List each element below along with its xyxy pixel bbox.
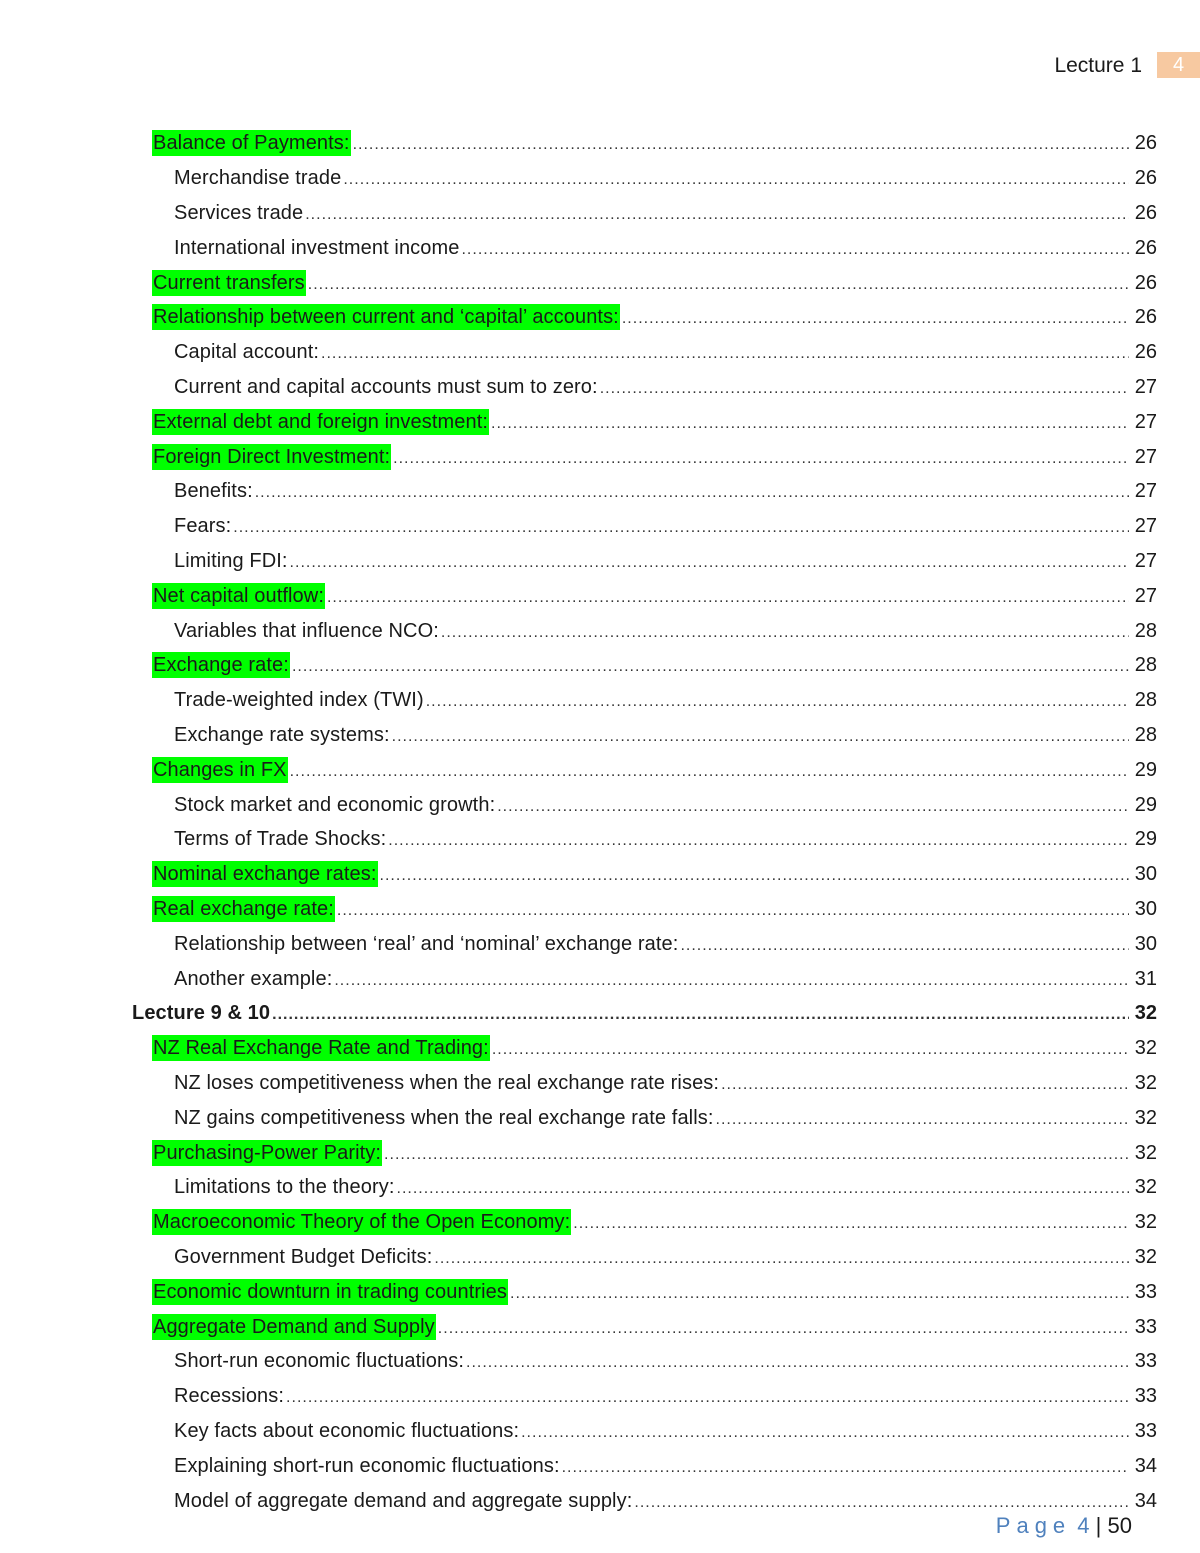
- footer-separator: |: [1095, 1513, 1102, 1538]
- footer-page-word: Page: [995, 1513, 1072, 1538]
- toc-dot-leader: [426, 689, 1129, 715]
- toc-entry[interactable]: [0, 1066, 1157, 1101]
- toc-dot-leader: [305, 202, 1129, 228]
- toc-entry[interactable]: [0, 370, 1157, 405]
- toc-page-number: 34: [1134, 1489, 1157, 1512]
- toc-entry-title: Relationship between ‘real’ and ‘nominal’ exchange rate:: [174, 932, 679, 955]
- toc-entry[interactable]: [0, 752, 1157, 787]
- toc-entry[interactable]: [0, 335, 1157, 370]
- toc-dot-leader: [622, 306, 1129, 332]
- toc-entry-title: Changes in FX: [153, 758, 287, 781]
- toc-entry-title: Another example:: [174, 967, 333, 990]
- toc-dot-leader: [388, 828, 1129, 854]
- toc-dot-leader: [438, 1316, 1129, 1342]
- toc-entry-title: Exchange rate:: [153, 654, 289, 677]
- toc-page-number: 27: [1134, 549, 1157, 572]
- toc-entry[interactable]: [0, 1205, 1157, 1240]
- toc-entry[interactable]: [0, 196, 1157, 231]
- toc-page-number: 33: [1134, 1419, 1157, 1442]
- toc-entry[interactable]: [0, 787, 1157, 822]
- toc-entry-title: NZ Real Exchange Rate and Trading:: [153, 1037, 489, 1060]
- toc-page-number: 28: [1134, 723, 1157, 746]
- toc-page-number: 27: [1134, 515, 1157, 538]
- toc-dot-leader: [353, 132, 1129, 158]
- toc-entry-title: Recessions:: [174, 1385, 285, 1408]
- toc-entry-title: Macroeconomic Theory of the Open Economy:: [153, 1211, 571, 1234]
- toc-dot-leader: [721, 1072, 1129, 1098]
- toc-entry[interactable]: [0, 544, 1157, 579]
- toc-entry[interactable]: [0, 1135, 1157, 1170]
- toc-dot-leader: [290, 550, 1129, 576]
- toc-entry-title: Fears:: [174, 515, 232, 538]
- toc-entry[interactable]: [0, 718, 1157, 753]
- toc-entry-title: Merchandise trade: [174, 167, 342, 190]
- toc-dot-leader: [466, 1350, 1129, 1376]
- toc-entry-title: Government Budget Deficits:: [174, 1245, 433, 1268]
- toc-page-number: 32: [1134, 1071, 1157, 1094]
- toc-entry-title: Key facts about economic fluctuations:: [174, 1419, 520, 1442]
- toc-dot-leader: [397, 1176, 1130, 1202]
- toc-dot-leader: [290, 759, 1129, 785]
- toc-page-number: 27: [1134, 375, 1157, 398]
- toc-entry-title: Lecture 9 & 10: [132, 1002, 271, 1025]
- toc-dot-leader: [562, 1455, 1129, 1481]
- toc-entry[interactable]: [0, 404, 1157, 439]
- toc-entry-title: Stock market and economic growth:: [174, 793, 496, 816]
- toc-dot-leader: [716, 1107, 1129, 1133]
- toc-dot-leader: [510, 1281, 1129, 1307]
- header-lecture-title: Lecture 1: [1054, 54, 1142, 77]
- toc-dot-leader: [233, 515, 1129, 541]
- toc-entry[interactable]: [0, 1031, 1157, 1066]
- toc-entry-title: Explaining short-run economic fluctuations:: [174, 1454, 560, 1477]
- toc-page-number: 32: [1134, 1037, 1157, 1060]
- toc-entry[interactable]: [0, 892, 1157, 927]
- toc-entry-title: Trade-weighted index (TWI): [174, 689, 424, 712]
- toc-entry-title: NZ loses competitiveness when the real exchange rate rises:: [174, 1071, 720, 1094]
- toc-entry[interactable]: [0, 439, 1157, 474]
- page-footer: [960, 1512, 1132, 1540]
- toc-entry-title: Relationship between current and ‘capital’ accounts:: [153, 306, 619, 329]
- toc-page-number: 33: [1134, 1385, 1157, 1408]
- toc-dot-leader: [521, 1420, 1129, 1446]
- toc-page-number: 32: [1134, 1245, 1157, 1268]
- toc-entry[interactable]: [0, 474, 1157, 509]
- toc-entry-title: Exchange rate systems:: [174, 723, 390, 746]
- toc-entry-title: Foreign Direct Investment:: [153, 445, 391, 468]
- toc-dot-leader: [321, 341, 1129, 367]
- toc-entry[interactable]: [0, 683, 1157, 718]
- toc-page-number: 33: [1134, 1280, 1157, 1303]
- toc-dot-leader: [255, 480, 1129, 506]
- toc-entry-title: Model of aggregate demand and aggregate supply:: [174, 1489, 633, 1512]
- toc-page-number: 29: [1134, 828, 1157, 851]
- toc-page-number: 32: [1134, 1176, 1157, 1199]
- toc-entry[interactable]: [0, 961, 1157, 996]
- toc-entry-title: Current and capital accounts must sum to zero:: [174, 375, 598, 398]
- toc-entry-title: Net capital outflow:: [153, 584, 324, 607]
- toc-entry-title: Economic downturn in trading countries: [153, 1280, 507, 1303]
- toc-entry-title: International investment income: [174, 236, 460, 259]
- toc-heading-row[interactable]: [0, 996, 1157, 1031]
- header-page-badge: 4: [1157, 52, 1200, 78]
- toc-dot-leader: [461, 237, 1129, 263]
- toc-page-number: 27: [1134, 410, 1157, 433]
- toc-page-number: 28: [1134, 689, 1157, 712]
- toc-page-number: 29: [1134, 793, 1157, 816]
- toc-page-number: 26: [1134, 132, 1157, 155]
- toc-dot-leader: [393, 446, 1129, 472]
- toc-dot-leader: [380, 863, 1129, 889]
- toc-page-number: 29: [1134, 758, 1157, 781]
- toc-page-number: 32: [1134, 1141, 1157, 1164]
- toc-page-number: 26: [1134, 271, 1157, 294]
- toc-entry-title: Capital account:: [174, 341, 320, 364]
- toc-page-number: 32: [1134, 1106, 1157, 1129]
- toc-entry-title: Variables that influence NCO:: [174, 619, 439, 642]
- toc-dot-leader: [343, 167, 1129, 193]
- toc-entry-title: NZ gains competitiveness when the real exchange rate falls:: [174, 1106, 714, 1129]
- toc-entry[interactable]: [0, 613, 1157, 648]
- toc-page-number: 26: [1134, 306, 1157, 329]
- toc-page-number: 30: [1134, 897, 1157, 920]
- toc-dot-leader: [272, 1002, 1129, 1028]
- toc-dot-leader: [337, 898, 1129, 924]
- toc-page-number: 27: [1134, 445, 1157, 468]
- toc-page-number: 27: [1134, 480, 1157, 503]
- toc-entry[interactable]: [0, 300, 1157, 335]
- toc-entry[interactable]: [0, 578, 1157, 613]
- toc-dot-leader: [441, 620, 1129, 646]
- toc-dot-leader: [327, 585, 1129, 611]
- toc-dot-leader: [334, 968, 1129, 994]
- toc-entry-title: Real exchange rate:: [153, 897, 334, 920]
- toc-dot-leader: [492, 1037, 1129, 1063]
- toc-entry[interactable]: [0, 1448, 1157, 1483]
- toc-dot-leader: [573, 1211, 1129, 1237]
- toc-dot-leader: [491, 411, 1129, 437]
- toc-page-number: 31: [1134, 967, 1157, 990]
- toc-page-number: 30: [1134, 863, 1157, 886]
- toc-entry[interactable]: [0, 265, 1157, 300]
- toc-page-number: 28: [1134, 654, 1157, 677]
- toc-entry[interactable]: [0, 161, 1157, 196]
- toc-entry[interactable]: [0, 230, 1157, 265]
- toc-dot-leader: [434, 1246, 1129, 1272]
- toc-dot-leader: [600, 376, 1129, 402]
- toc-page-number: 32: [1134, 1211, 1157, 1234]
- toc-page-number: 33: [1134, 1350, 1157, 1373]
- toc-page-number: 26: [1134, 201, 1157, 224]
- toc-entry[interactable]: [0, 1170, 1157, 1205]
- toc-entry[interactable]: [0, 126, 1157, 161]
- toc-entry[interactable]: [0, 1414, 1157, 1449]
- toc-page-number: 26: [1134, 341, 1157, 364]
- toc-entry-title: Current transfers: [153, 271, 305, 294]
- toc-entry-title: Nominal exchange rates:: [153, 863, 377, 886]
- toc-dot-leader: [384, 1142, 1129, 1168]
- toc-entry-title: Balance of Payments:: [153, 132, 350, 155]
- toc-entry-title: External debt and foreign investment:: [153, 410, 489, 433]
- toc-entry-title: Limiting FDI:: [174, 549, 288, 572]
- toc-dot-leader: [680, 933, 1129, 959]
- toc-entry[interactable]: [0, 1309, 1157, 1344]
- toc-dot-leader: [497, 794, 1129, 820]
- toc-dot-leader: [286, 1385, 1129, 1411]
- toc-entry[interactable]: [0, 1274, 1157, 1309]
- toc-entry[interactable]: [0, 648, 1157, 683]
- toc-page-number: 26: [1134, 167, 1157, 190]
- toc-page-number: 34: [1134, 1454, 1157, 1477]
- toc-entry[interactable]: [0, 926, 1157, 961]
- toc-page-number: 33: [1134, 1315, 1157, 1338]
- toc-page-number: 30: [1134, 932, 1157, 955]
- toc-dot-leader: [292, 654, 1129, 680]
- toc-page-number: 32: [1134, 1002, 1157, 1025]
- toc-dot-leader: [392, 724, 1129, 750]
- toc-entry-title: Benefits:: [174, 480, 253, 503]
- toc-entry-title: Short-run economic fluctuations:: [174, 1350, 465, 1373]
- toc-entry-title: Terms of Trade Shocks:: [174, 828, 387, 851]
- toc-page-number: 26: [1134, 236, 1157, 259]
- toc-entry-title: Services trade: [174, 201, 304, 224]
- footer-total-pages: 50: [1107, 1513, 1132, 1538]
- toc-entry[interactable]: [0, 509, 1157, 544]
- toc-entry[interactable]: [0, 857, 1157, 892]
- toc-entry[interactable]: [0, 822, 1157, 857]
- toc-dot-leader: [308, 272, 1129, 298]
- toc-entry[interactable]: [0, 1100, 1157, 1135]
- toc-entry-title: Purchasing-Power Parity:: [153, 1141, 382, 1164]
- toc-entry-title: Aggregate Demand and Supply: [153, 1315, 435, 1338]
- toc-entry[interactable]: [0, 1240, 1157, 1275]
- toc-entry-title: Limitations to the theory:: [174, 1176, 395, 1199]
- toc-entry[interactable]: [0, 1379, 1157, 1414]
- footer-page-number: 4: [1077, 1513, 1090, 1538]
- toc-page-number: 27: [1134, 584, 1157, 607]
- toc-entry[interactable]: [0, 1344, 1157, 1379]
- toc-page-number: 28: [1134, 619, 1157, 642]
